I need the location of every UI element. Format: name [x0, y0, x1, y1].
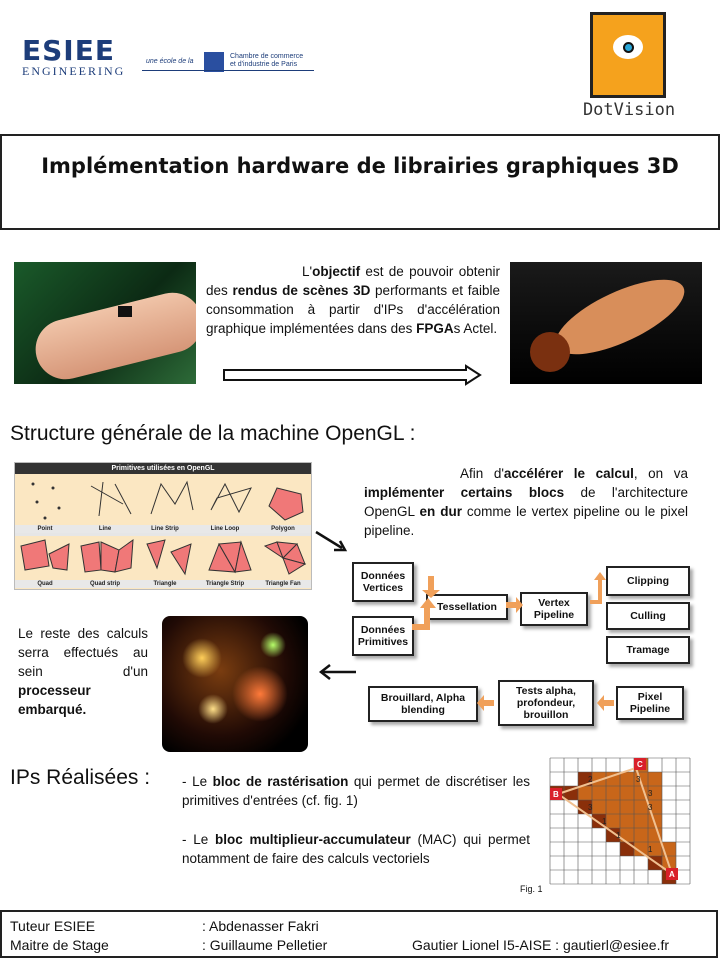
pipeline-clipping: Clipping [606, 566, 690, 596]
raster-cell [648, 772, 662, 786]
diagonal-arrow-icon [314, 530, 348, 554]
tutor-role: Tuteur ESIEE [10, 918, 96, 934]
raster-cell [592, 786, 606, 800]
student-contact: Gautier Lionel I5-AISE : gautierl@esiee.fr [412, 937, 670, 953]
ccip-name-line1: Chambre de commerce [230, 53, 304, 60]
pipeline-brouillard: Brouillard, Alpha blending [368, 686, 478, 722]
processor-text: Le reste des calculs serra effectués au sein d'un processeur embarqué. [18, 626, 148, 717]
grid-number: 1 [616, 831, 621, 840]
grid-number: 3 [636, 775, 641, 784]
raster-cell [620, 772, 634, 786]
master-role: Maitre de Stage [10, 937, 109, 953]
grid-number: 3 [648, 789, 653, 798]
raster-cell [578, 786, 592, 800]
master-name: : Guillaume Pelletier [202, 937, 328, 953]
dotvision-eye-icon [590, 12, 666, 98]
vertex-label-a: A [669, 870, 675, 879]
primitives-title: Primitives utilisées en OpenGL [15, 463, 311, 474]
pipeline-arrows [408, 560, 628, 730]
page-title: Implémentation hardware de librairies graphiques 3D [41, 154, 679, 178]
raster-cell [634, 814, 648, 828]
footer [0, 910, 718, 958]
ip-rasterisation-text: - Le bloc de rastérisation qui permet de discrétiser les primitives d'entrées (cf. fig. 1) [182, 774, 531, 808]
primitive-label: Line [98, 526, 112, 532]
grid-number: 1 [602, 817, 607, 826]
primitive-label: Triangle [153, 581, 177, 587]
primitive-label: Point [37, 526, 53, 532]
section-heading-opengl: Structure générale de la machine OpenGL : [10, 422, 416, 445]
pipeline-vertex-pipeline: Vertex Pipeline [520, 592, 588, 626]
pipeline-culling: Culling [606, 602, 690, 630]
title-box [0, 134, 720, 230]
pipeline-donnees-vertices: Données Vertices [352, 562, 414, 602]
primitive-label: Line Loop [210, 526, 240, 532]
esiee-logo [22, 34, 126, 86]
ccip-underline [142, 70, 314, 71]
raster-cell [634, 828, 648, 842]
rasterization-figure [548, 756, 694, 890]
pipeline-donnees-primitives: Données Primitives [352, 616, 414, 656]
ccip-badge-icon [204, 52, 224, 72]
ccip-prefix: une école de la [146, 58, 194, 65]
raster-cell [620, 786, 634, 800]
raster-cell [620, 814, 634, 828]
left-arrow-icon [318, 662, 358, 682]
primitive-label: Triangle Fan [265, 581, 301, 587]
raster-cell [606, 786, 620, 800]
primitive-label: Polygon [271, 526, 295, 532]
grid-number: 1 [648, 845, 653, 854]
primitive-label: Quad [37, 581, 53, 587]
ccip-logo [142, 52, 314, 74]
pipeline-tessellation: Tessellation [426, 594, 508, 620]
pipeline-tests: Tests alpha, profondeur, brouillon [498, 680, 594, 726]
vertex-label-c: C [637, 760, 643, 769]
pipeline-pixel-pipeline: Pixel Pipeline [616, 686, 684, 720]
acceleration-text: Afin d'accélérer le calcul, on va implémenter certains blocs de l'architecture OpenGL en dur comme le vertex pipeline ou le pixel pipeline. [364, 466, 688, 538]
grid-number: 3 [648, 803, 653, 812]
figure-caption: Fig. 1 [520, 884, 543, 894]
primitive-label: Quad strip [89, 581, 120, 587]
dotvision-logo [570, 8, 688, 126]
raster-cell [634, 800, 648, 814]
primitive-label: Triangle Strip [205, 581, 245, 587]
rendered-3d-figure-photo [510, 262, 702, 384]
pipeline-tramage: Tramage [606, 636, 690, 664]
embedded-processor-photo [162, 616, 308, 752]
ccip-name [230, 53, 303, 69]
raster-cell [620, 800, 634, 814]
grid-number: 3 [588, 803, 593, 812]
grid-number: 2 [588, 775, 593, 784]
raster-cell [620, 842, 634, 856]
raster-cell [592, 800, 606, 814]
esiee-wordmark: ESIEE [22, 34, 115, 67]
raster-cell [606, 814, 620, 828]
esiee-subtitle: ENGINEERING [22, 64, 126, 78]
dotvision-wordmark: DotVision [582, 100, 676, 120]
section-heading-ips: IPs Réalisées : [10, 766, 151, 789]
ip-mac-text: - Le bloc multiplieur-accumulateur (MAC) qui permet notamment de faire des calculs vectoriels [182, 832, 530, 866]
vertex-label-b: B [553, 790, 559, 799]
primitive-label: Line Strip [151, 526, 179, 532]
ccip-name-line2: et d'industrie de Paris [230, 61, 298, 68]
tutor-name: : Abdenasser Fakri [202, 918, 319, 934]
objective-text: L'objectif est de pouvoir obtenir des rendus de scènes 3D performants et faible consommation à partir d'IPs d'accélération graphique implémentées dans des FPGAs Actel. [206, 264, 500, 336]
raster-cell [606, 800, 620, 814]
chip-on-finger-photo [14, 262, 196, 384]
objective-arrow-icon [222, 364, 484, 386]
primitives-figure [14, 462, 312, 590]
